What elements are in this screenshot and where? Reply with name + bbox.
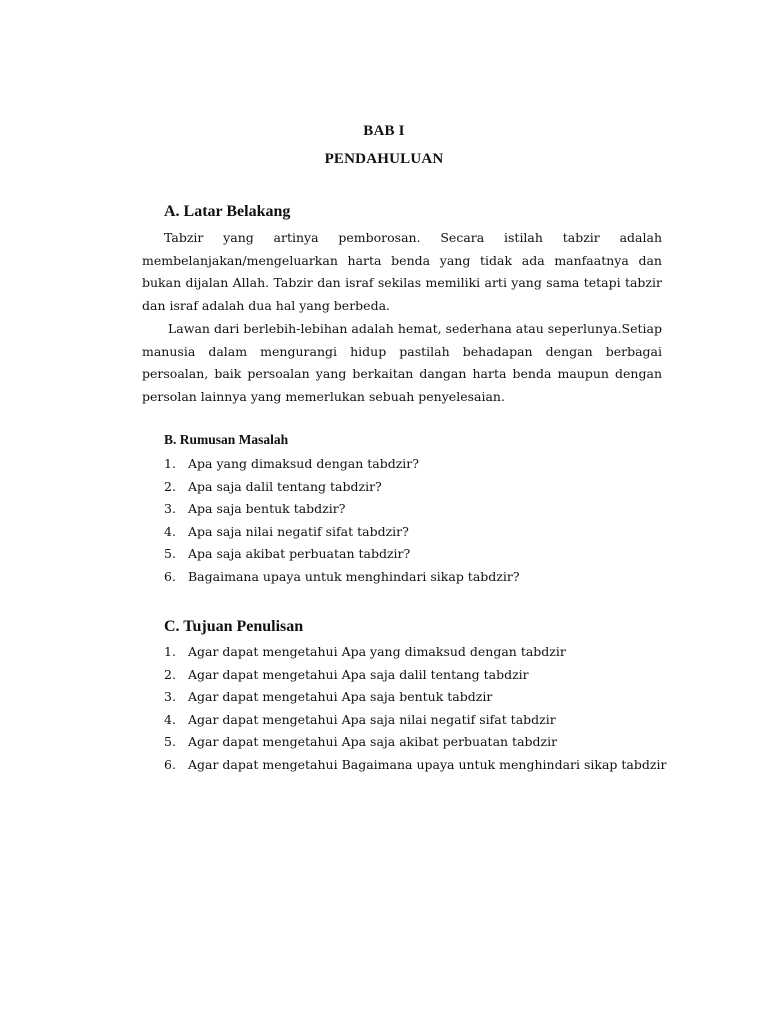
- section-b-heading: B. Rumusan Masalah: [164, 432, 289, 447]
- list-item-number: 2.: [164, 478, 176, 494]
- list-item: [164, 498, 520, 521]
- list-item-number: 5.: [164, 734, 176, 750]
- list-item-text: Bagaimana upaya untuk menghindari sikap tabdzir?: [188, 568, 520, 584]
- list-item-number: 3.: [164, 689, 176, 705]
- list-item: [164, 709, 666, 732]
- list-item-text: Agar dapat mengetahui Apa saja nilai negatif sifat tabdzir: [188, 711, 556, 727]
- section-a-paragraph-1: Tabzir yang artinya pemborosan. Secara istilah tabzir adalah membelanjakan/mengeluarkan harta benda yang tidak ada manfaatnya dan bukan dijalan Allah. Tabzir dan israf sekilas memiliki arti yang sama tetapi tabzir dan israf adalah dua hal yang berbeda.: [142, 230, 662, 313]
- list-item: [164, 731, 666, 754]
- section-a-paragraph-2: Lawan dari berlebih-lebihan adalah hemat, sederhana atau seperlunya.Setiap manusia dalam mengurangi hidup pastilah behadapan dengan berbagai persoalan, baik persoalan yang berkaitan dangan harta benda maupun dengan persolan lainnya yang memerlukan sebuah penyelesaian.: [142, 321, 662, 404]
- list-item: [164, 476, 520, 499]
- list-item: [164, 543, 520, 566]
- list-item-text: Agar dapat mengetahui Apa saja akibat perbuatan tabdzir: [188, 734, 558, 750]
- list-item-text: Apa saja nilai negatif sifat tabdzir?: [188, 523, 409, 539]
- list-item-number: 6.: [164, 568, 176, 584]
- list-item: [164, 521, 520, 544]
- list-item: [164, 566, 520, 589]
- section-c-list: [164, 641, 666, 777]
- list-item: [164, 754, 666, 777]
- list-item-text: Agar dapat mengetahui Apa yang dimaksud dengan tabdzir: [188, 644, 566, 659]
- list-item-number: 5.: [164, 546, 176, 562]
- list-item-text: Agar dapat mengetahui Apa saja dalil tentang tabdzir: [188, 666, 529, 682]
- list-item-number: 3.: [164, 501, 176, 517]
- chapter-title: PENDAHULUAN: [324, 151, 444, 167]
- list-item-number: 4.: [164, 523, 176, 539]
- chapter-number: BAB I: [363, 123, 405, 139]
- section-b-list: [164, 453, 520, 589]
- list-item: [164, 686, 666, 709]
- list-item-text: Apa saja bentuk tabdzir?: [188, 501, 346, 517]
- list-item-text: Agar dapat mengetahui Bagaimana upaya untuk menghindari sikap tabdzir: [188, 756, 667, 772]
- list-item: [164, 641, 666, 664]
- section-a-heading: A. Latar Belakang: [164, 203, 291, 220]
- list-item-number: 1.: [164, 456, 176, 471]
- list-item-text: Apa saja dalil tentang tabdzir?: [188, 478, 382, 494]
- list-item-text: Apa saja akibat perbuatan tabdzir?: [188, 546, 411, 562]
- list-item-text: Agar dapat mengetahui Apa saja bentuk tabdzir: [188, 689, 493, 705]
- list-item: [164, 453, 520, 476]
- list-item-number: 4.: [164, 711, 176, 727]
- section-c-heading: C. Tujuan Penulisan: [164, 618, 304, 635]
- list-item-number: 1.: [164, 644, 176, 659]
- list-item-number: 2.: [164, 666, 176, 682]
- list-item: [164, 664, 666, 687]
- list-item-number: 6.: [164, 756, 176, 772]
- list-item-text: Apa yang dimaksud dengan tabdzir?: [188, 456, 419, 471]
